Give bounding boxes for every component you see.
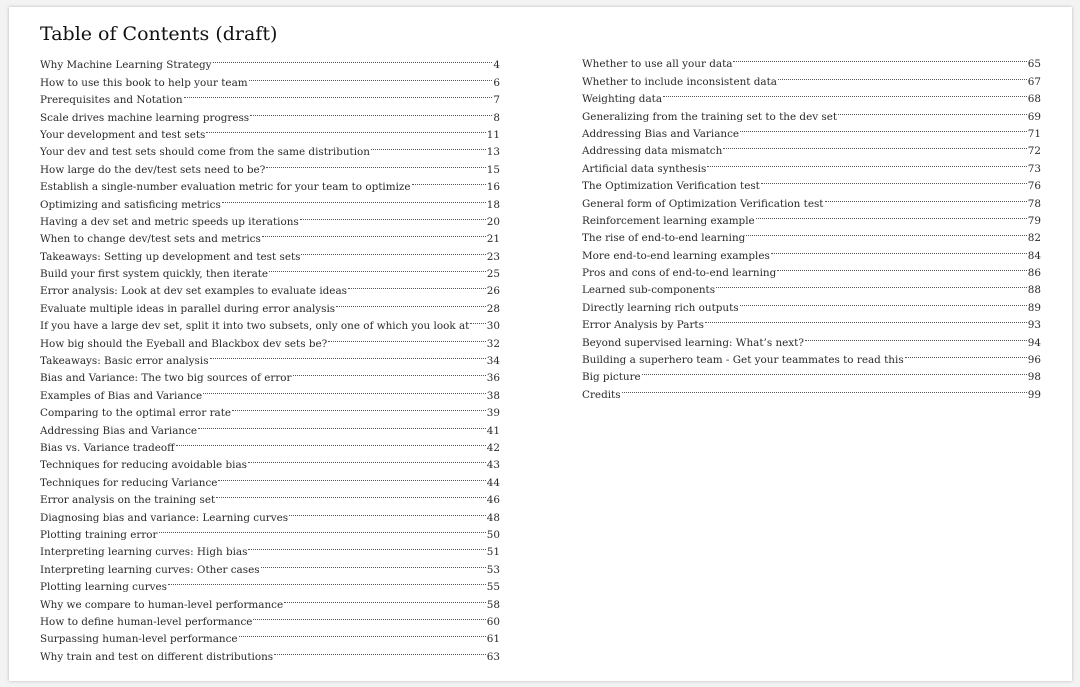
toc-entry-page-number: 21 bbox=[486, 233, 500, 246]
toc-entry-title: How to define human-level performance bbox=[40, 615, 253, 628]
toc-entry-page-number: 76 bbox=[1027, 180, 1041, 193]
dot-leader bbox=[327, 329, 487, 346]
toc-entry-title: Why train and test on different distributions bbox=[40, 650, 274, 663]
dot-leader bbox=[217, 468, 486, 485]
toc-entry bbox=[582, 50, 1041, 71]
toc-entry-page-number: 84 bbox=[1027, 249, 1041, 262]
dot-leader bbox=[299, 208, 487, 225]
dot-leader bbox=[252, 608, 486, 625]
dot-leader bbox=[824, 189, 1028, 206]
toc-entry-page-number: 25 bbox=[486, 268, 500, 281]
dot-leader bbox=[260, 555, 487, 572]
toc-entry-title: Why Machine Learning Strategy bbox=[40, 59, 212, 72]
dot-leader bbox=[715, 276, 1028, 293]
dot-leader bbox=[209, 347, 487, 364]
toc-entry-title: Plotting learning curves bbox=[40, 581, 168, 594]
dot-leader bbox=[704, 311, 1028, 328]
dot-leader bbox=[247, 451, 487, 468]
dot-leader bbox=[292, 364, 487, 381]
toc-entry-title: Addressing Bias and Variance bbox=[582, 127, 740, 140]
toc-entry-title: Interpreting learning curves: Other cases bbox=[40, 563, 260, 576]
toc-entry-title: Credits bbox=[582, 388, 621, 401]
toc-entry-page-number: 42 bbox=[486, 441, 500, 454]
dot-leader bbox=[202, 381, 487, 398]
toc-entry-page-number: 89 bbox=[1027, 301, 1041, 314]
toc-right-column bbox=[582, 50, 1041, 401]
toc-entry-page-number: 67 bbox=[1027, 75, 1041, 88]
toc-entry-title: Error analysis on the training set bbox=[40, 494, 216, 507]
toc-entry-title: Interpreting learning curves: High bias bbox=[40, 546, 248, 559]
toc-left-column bbox=[40, 51, 500, 663]
toc-entry-title: Your development and test sets bbox=[40, 128, 206, 141]
toc-entry-title: Error analysis: Look at dev set examples to evaluate ideas bbox=[40, 285, 347, 298]
toc-entry-title: Techniques for reducing avoidable bias bbox=[40, 459, 247, 472]
toc-entry-page-number: 15 bbox=[486, 163, 500, 176]
toc-entry-title: Bias vs. Variance tradeoff bbox=[40, 441, 175, 454]
toc-entry-page-number: 30 bbox=[486, 320, 500, 333]
toc-entry-title: Why we compare to human-level performance bbox=[40, 598, 284, 611]
dot-leader bbox=[238, 625, 487, 642]
toc-entry-page-number: 39 bbox=[486, 407, 500, 420]
dot-leader bbox=[183, 86, 494, 103]
toc-entry-page-number: 46 bbox=[486, 494, 500, 507]
toc-entry-page-number: 58 bbox=[486, 598, 500, 611]
dot-leader bbox=[776, 259, 1028, 276]
toc-entry-title: Weighting data bbox=[582, 93, 663, 106]
toc-entry-page-number: 98 bbox=[1027, 371, 1041, 384]
toc-entry-title: Directly learning rich outputs bbox=[582, 301, 739, 314]
dot-leader bbox=[265, 155, 486, 172]
dot-leader bbox=[283, 590, 487, 607]
toc-entry-page-number: 18 bbox=[486, 198, 500, 211]
dot-leader bbox=[175, 434, 487, 451]
toc-entry-page-number: 53 bbox=[486, 563, 500, 576]
toc-entry-title: How large do the dev/test sets need to be? bbox=[40, 163, 266, 176]
toc-entry-title: Surpassing human-level performance bbox=[40, 633, 238, 646]
dot-leader bbox=[261, 225, 487, 242]
toc-entry-title: Takeaways: Setting up development and test sets bbox=[40, 250, 301, 263]
toc-entry-page-number: 79 bbox=[1027, 214, 1041, 227]
toc-entry-title: Generalizing from the training set to the dev set bbox=[582, 110, 838, 123]
toc-entry-title: Prerequisites and Notation bbox=[40, 94, 183, 107]
toc-entry-page-number: 36 bbox=[486, 372, 500, 385]
toc-entry-title: How big should the Eyeball and Blackbox dev sets be? bbox=[40, 337, 328, 350]
toc-entry-page-number: 82 bbox=[1027, 232, 1041, 245]
toc-entry-title: The rise of end-to-end learning bbox=[582, 232, 746, 245]
dot-leader bbox=[621, 380, 1028, 397]
toc-entry-page-number: 11 bbox=[486, 128, 500, 141]
toc-entry-title: Beyond supervised learning: What’s next? bbox=[582, 336, 804, 349]
toc-entry-page-number: 34 bbox=[486, 355, 500, 368]
toc-entry-title: Big picture bbox=[582, 371, 641, 384]
toc-entry bbox=[40, 51, 500, 72]
dot-leader bbox=[335, 294, 487, 311]
toc-entry-title: Your dev and test sets should come from the same distribution bbox=[40, 146, 370, 159]
toc-entry-page-number: 20 bbox=[486, 215, 500, 228]
toc-entry-page-number: 7 bbox=[493, 94, 500, 107]
dot-leader bbox=[212, 51, 494, 68]
document-page bbox=[9, 7, 1072, 681]
dot-leader bbox=[273, 642, 487, 659]
toc-entry-page-number: 96 bbox=[1027, 354, 1041, 367]
dot-leader bbox=[347, 277, 487, 294]
toc-entry-title: Addressing Bias and Variance bbox=[40, 424, 198, 437]
toc-entry-page-number: 16 bbox=[486, 181, 500, 194]
dot-leader bbox=[300, 242, 486, 259]
toc-entry-page-number: 4 bbox=[493, 59, 500, 72]
dot-leader bbox=[249, 103, 493, 120]
toc-entry-page-number: 65 bbox=[1027, 58, 1041, 71]
toc-entry-page-number: 8 bbox=[493, 111, 500, 124]
dot-leader bbox=[837, 102, 1028, 119]
dot-leader bbox=[804, 328, 1028, 345]
dot-leader bbox=[745, 224, 1027, 241]
toc-entry-page-number: 71 bbox=[1027, 127, 1041, 140]
toc-entry-page-number: 23 bbox=[486, 250, 500, 263]
dot-leader bbox=[167, 573, 487, 590]
toc-entry-page-number: 60 bbox=[486, 615, 500, 628]
dot-leader bbox=[221, 190, 487, 207]
toc-entry-page-number: 61 bbox=[486, 633, 500, 646]
toc-entry-page-number: 44 bbox=[486, 476, 500, 489]
toc-entry-page-number: 86 bbox=[1027, 267, 1041, 280]
toc-entry-page-number: 93 bbox=[1027, 319, 1041, 332]
toc-entry-page-number: 88 bbox=[1027, 284, 1041, 297]
toc-entry-page-number: 63 bbox=[486, 650, 500, 663]
toc-entry-title: Addressing data mismatch bbox=[582, 145, 723, 158]
dot-leader bbox=[755, 207, 1028, 224]
toc-entry-title: Takeaways: Basic error analysis bbox=[40, 355, 209, 368]
toc-entry-page-number: 69 bbox=[1027, 110, 1041, 123]
toc-entry-page-number: 51 bbox=[486, 546, 500, 559]
dot-leader bbox=[268, 260, 487, 277]
toc-entry-page-number: 32 bbox=[486, 337, 500, 350]
dot-leader bbox=[760, 172, 1028, 189]
dot-leader bbox=[205, 121, 486, 138]
toc-entry-title: Evaluate multiple ideas in parallel during error analysis bbox=[40, 302, 336, 315]
toc-entry-page-number: 55 bbox=[486, 581, 500, 594]
dot-leader bbox=[662, 85, 1028, 102]
page-title: Table of Contents (draft) bbox=[40, 23, 278, 45]
toc-entry-page-number: 6 bbox=[493, 76, 500, 89]
toc-entry-page-number: 48 bbox=[486, 511, 500, 524]
dot-leader bbox=[641, 363, 1028, 380]
dot-leader bbox=[739, 293, 1028, 310]
toc-entry-title: If you have a large dev set, split it into two subsets, only one of which you look at bbox=[40, 320, 470, 333]
toc-entry-title: Establish a single-number evaluation metric for your team to optimize bbox=[40, 181, 411, 194]
dot-leader bbox=[248, 68, 494, 85]
toc-entry-page-number: 94 bbox=[1027, 336, 1041, 349]
toc-entry-title: Techniques for reducing Variance bbox=[40, 476, 218, 489]
toc-entry-title: Reinforcement learning example bbox=[582, 214, 755, 227]
dot-leader bbox=[770, 241, 1028, 258]
toc-entry-title: General form of Optimization Verification test bbox=[582, 197, 824, 210]
toc-entry-title: How to use this book to help your team bbox=[40, 76, 248, 89]
toc-entry-title: When to change dev/test sets and metrics bbox=[40, 233, 261, 246]
toc-entry-title: Building a superhero team - Get your teammates to read this bbox=[582, 354, 904, 367]
toc-entry-title: Whether to use all your data bbox=[582, 58, 733, 71]
dot-leader bbox=[215, 486, 487, 503]
toc-entry-title: The Optimization Verification test bbox=[582, 180, 760, 193]
toc-entry-page-number: 73 bbox=[1027, 162, 1041, 175]
toc-entry-page-number: 50 bbox=[486, 528, 500, 541]
toc-entry-page-number: 78 bbox=[1027, 197, 1041, 210]
toc-entry-page-number: 99 bbox=[1027, 388, 1041, 401]
dot-leader bbox=[158, 521, 487, 538]
toc-entry-page-number: 13 bbox=[486, 146, 500, 159]
dot-leader bbox=[706, 154, 1027, 171]
toc-entry-title: Comparing to the optimal error rate bbox=[40, 407, 232, 420]
toc-entry bbox=[582, 380, 1041, 401]
dot-leader bbox=[732, 50, 1027, 67]
toc-entry-title: Learned sub-components bbox=[582, 284, 716, 297]
dot-leader bbox=[904, 346, 1028, 363]
toc-entry-title: Scale drives machine learning progress bbox=[40, 111, 250, 124]
toc-entry-title: Bias and Variance: The two big sources of error bbox=[40, 372, 292, 385]
toc-entry-title: Artificial data synthesis bbox=[582, 162, 707, 175]
toc-entry-title: Diagnosing bias and variance: Learning curves bbox=[40, 511, 289, 524]
toc-entry-title: More end-to-end learning examples bbox=[582, 249, 770, 262]
toc-entry-page-number: 41 bbox=[486, 424, 500, 437]
toc-entry-title: Having a dev set and metric speeds up iterations bbox=[40, 215, 299, 228]
toc-entry-page-number: 43 bbox=[486, 459, 500, 472]
toc-entry-page-number: 72 bbox=[1027, 145, 1041, 158]
toc-entry-page-number: 68 bbox=[1027, 93, 1041, 106]
toc-entry-page-number: 26 bbox=[486, 285, 500, 298]
toc-entry-title: Pros and cons of end-to-end learning bbox=[582, 267, 777, 280]
toc-entry-title: Error Analysis by Parts bbox=[582, 319, 704, 332]
toc-entry bbox=[582, 363, 1041, 384]
toc-entry-title: Examples of Bias and Variance bbox=[40, 389, 203, 402]
dot-leader bbox=[469, 312, 486, 329]
dot-leader bbox=[722, 137, 1027, 154]
toc-entry-page-number: 38 bbox=[486, 389, 500, 402]
toc-entry-title: Optimizing and satisficing metrics bbox=[40, 198, 221, 211]
dot-leader bbox=[411, 173, 487, 190]
dot-leader bbox=[739, 120, 1028, 137]
toc-entry-title: Build your first system quickly, then iterate bbox=[40, 268, 269, 281]
dot-leader bbox=[231, 399, 487, 416]
toc-entry-title: Whether to include inconsistent data bbox=[582, 75, 777, 88]
toc-entry-page-number: 28 bbox=[486, 302, 500, 315]
toc-entry-title: Plotting training error bbox=[40, 528, 158, 541]
dot-leader bbox=[370, 138, 487, 155]
dot-leader bbox=[197, 416, 487, 433]
dot-leader bbox=[247, 538, 486, 555]
dot-leader bbox=[777, 67, 1028, 84]
dot-leader bbox=[288, 503, 487, 520]
